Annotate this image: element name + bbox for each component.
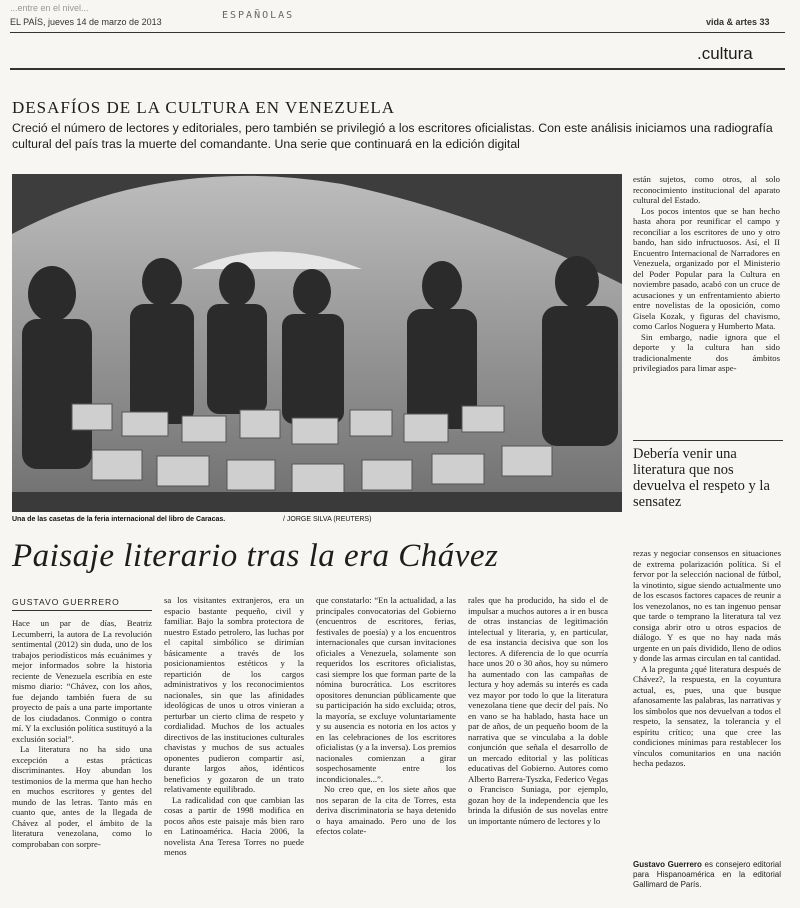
paragraph: que constatarlo: “En la actualidad, a las principales convocatorias del Gobierno (encuentros de escritores, ferias, festivales de poesía) y a los encuentros internacionales que cursan invitaciones oficiales a Venezuela, solamente son requeridos los escritores oficialistas, casi siempre los que forman parte de la nómina burocrática. Los escritores opositores denuncian públicamente que su participación ha sido excluida; otros, la mayoría, se excluye voluntariamente y su ausencia es notoria en los actos y en las celebraciones de los escritores oficialistas (y a la inversa). Los premios nacionales comienzan a girar sospechosamente entre los incondicionales...”. <box>316 595 456 784</box>
right-column-top-text <box>633 174 780 374</box>
paragraph: rezas y negociar consensos en situaciones de extrema polarización política. Si el fervor por la selección nacional de fútbol, la vinotinto, sigue siendo actualmente uno de los escasos factores capaces de reunir a los venezolanos, no es tan ingenuo pensar que tarde o temprano la literatura tal vez consiga abrir otro u otros espacios de diálogo. Y es que no hay nada más urgente en un país dividido, lleno de odios y donde las armas circulan en tal cantidad. <box>633 548 781 663</box>
header-section-page: vida & artes 33 <box>706 17 770 27</box>
body-column-5 <box>633 548 781 769</box>
photo-caption: Una de las casetas de la feria internacional del libro de Caracas. <box>12 516 226 523</box>
pull-quote: Debería venir una literatura que nos devuelva el respeto y la sensatez <box>633 446 770 510</box>
paragraph: No creo que, en los siete años que nos separan de la cita de Torres, esta deriva discriminatoria se haya detenido o haya amainado. Pero uno de los efectos colate- <box>316 784 456 836</box>
book-fair-photo-graphic <box>12 174 622 512</box>
paragraph: rales que ha producido, ha sido el de impulsar a muchos autores a ir en busca de otras instancias de legitimación intelectual y literaria, y, en particular, de esa instancia decisiva que son los lectores. A diferencia de lo que ocurría hace unos 20 o 30 años, hoy su número ha aumentado con las campañas de lectura y hoy además su interés es cada vez mayor por todo lo que la literatura venezolana tiene que decir del país. No en vano se ha hablado, hasta hace un par de años, de un pequeño boom de la narrativa que se vinculaba a la doble conjunción que señala el desarrollo de un mercado editorial y las políticas educativas del Gobierno. Autores como Alberto Barrera-Tyszka, Federico Vegas o Francisco Suniaga, por ejemplo, gozan hoy de la independencia que les brinda la difusión de sus novelas entre un importante número de lectores y lo <box>468 595 608 826</box>
section-rule <box>10 68 785 70</box>
book-fair-photo <box>12 174 622 512</box>
article-title: Paisaje literario tras la era Chávez <box>12 538 499 574</box>
paragraph: Los pocos intentos que se han hecho hasta ahora por reunificar el campo y reconciliar a los escritores de uno y otro bando, han sido infructuosos. Así, el II Encuentro Internacional de Narradores en Venezuela, organizado por el Ministerio del Poder Popular para la Cultura en noviembre pasado, acabó con un cruce de acusaciones y un enfrentamiento abierto entre novelistas de la oposición, como Gisela Kozak, y figuras del chavismo, como Carlos Noguera y Humberto Mata. <box>633 205 780 331</box>
body-column-2 <box>164 595 304 858</box>
paragraph: La literatura no ha sido una excepción a estas prácticas discriminantes. Hoy abundan los testimonios de la merma que han hecho en muchos escritores y gentes del mundo de las letras. Tanto más en cuanto que, antes de la llegada de Chávez al poder, el ámbito de la literatura venezolana, como lo comprobaban con sorpre- <box>12 744 152 849</box>
header-rule <box>10 32 785 33</box>
series-kicker: DESAFÍOS DE LA CULTURA EN VENEZUELA <box>12 98 396 117</box>
paragraph: A la pregunta ¿qué literatura después de Chávez?, la respuesta, en la coyuntura actual, es, pues, una que busque afanosamente las palabras, las narrativas y los símbolos que nos devuelvan a todos el respeto, la sensatez, la tolerancia y el espíritu crítico; una que cree las condiciones mínimas para restablecer los vínculos comunitarios en una nación hecha pedazos. <box>633 663 781 768</box>
section-label: .cultura <box>697 44 753 63</box>
pull-quote-rule-top <box>633 440 783 441</box>
author-bio-name: Gustavo Guerrero <box>633 860 702 869</box>
author-bio <box>633 860 781 890</box>
paragraph: La radicalidad con que cambian las cosas a partir de 1998 modifica en pocos años este paisaje más bien raro en Latinoamérica. Hacia 2006, la novelista Ana Teresa Torres no puede menos <box>164 794 304 857</box>
byline: GUSTAVO GUERRERO <box>12 597 120 607</box>
author-bio-text: es consejero editorial para Hispanoamérica en la editorial Gallimard de París. <box>633 860 781 889</box>
header-faint-line: ...entre en el nivel... <box>10 3 89 13</box>
header-date-line: EL PAÍS, jueves 14 de marzo de 2013 <box>10 17 162 27</box>
body-column-3 <box>316 595 456 837</box>
body-column-4 <box>468 595 608 826</box>
body-column-1 <box>12 618 152 849</box>
paragraph: Sin embargo, nadie ignora que el deporte y la cultura han sido tradicionalmente dos ámbitos privilegiados para limar aspe- <box>633 331 780 373</box>
paragraph: están sujetos, como otros, al solo reconocimiento institucional del aparato cultural del Estado. <box>633 174 780 205</box>
archive-stamp: ESPAÑOLAS <box>222 10 295 21</box>
photo-credit: / JORGE SILVA (REUTERS) <box>283 516 372 523</box>
paragraph: Hace un par de días, Beatriz Lecumberri, la autora de La revolución sentimental (2012) sin duda, uno de los trabajos periodísticos más ecuánimes y mejor informados sobre la historia reciente de Venezuela escribía en este mismo diario: “Chávez, con los años, fue dejando también fuera de su proyecto de país a una parte importante de los ciudadanos. Conmigo o contra mí. Y la exclusión política sustituyó a la exclusión social”. <box>12 618 152 744</box>
byline-rule <box>12 610 152 611</box>
paragraph: sa los visitantes extranjeros, era un espacio bastante pequeño, civil y familiar. Bajo la sombra protectora de nuestro Estado petrolero, las luchas por el capital simbólico se dirimían básicamente a través de los posicionamientos estéticos y la repartición de los cargos administrativos y los reconocimientos nacionales, sin que las afinidades ideológicas de unos u otros vinieran a perturbar un cierto clima de respeto y cordialidad. Muchos de los actuales directivos de las instituciones culturales chavistas y muchos de sus actuales oponentes pudieron compartir así, durante largos años, idénticos beneficios y gozaron de un trato relativamente equilibrado. <box>164 595 304 794</box>
lead-paragraph: Creció el número de lectores y editoriales, pero también se privilegió a los escritores oficialistas. Con este análisis iniciamos una radiografía cultural del país tras la muerte del comandante. Una serie que continuará en la edición digital <box>12 121 773 151</box>
